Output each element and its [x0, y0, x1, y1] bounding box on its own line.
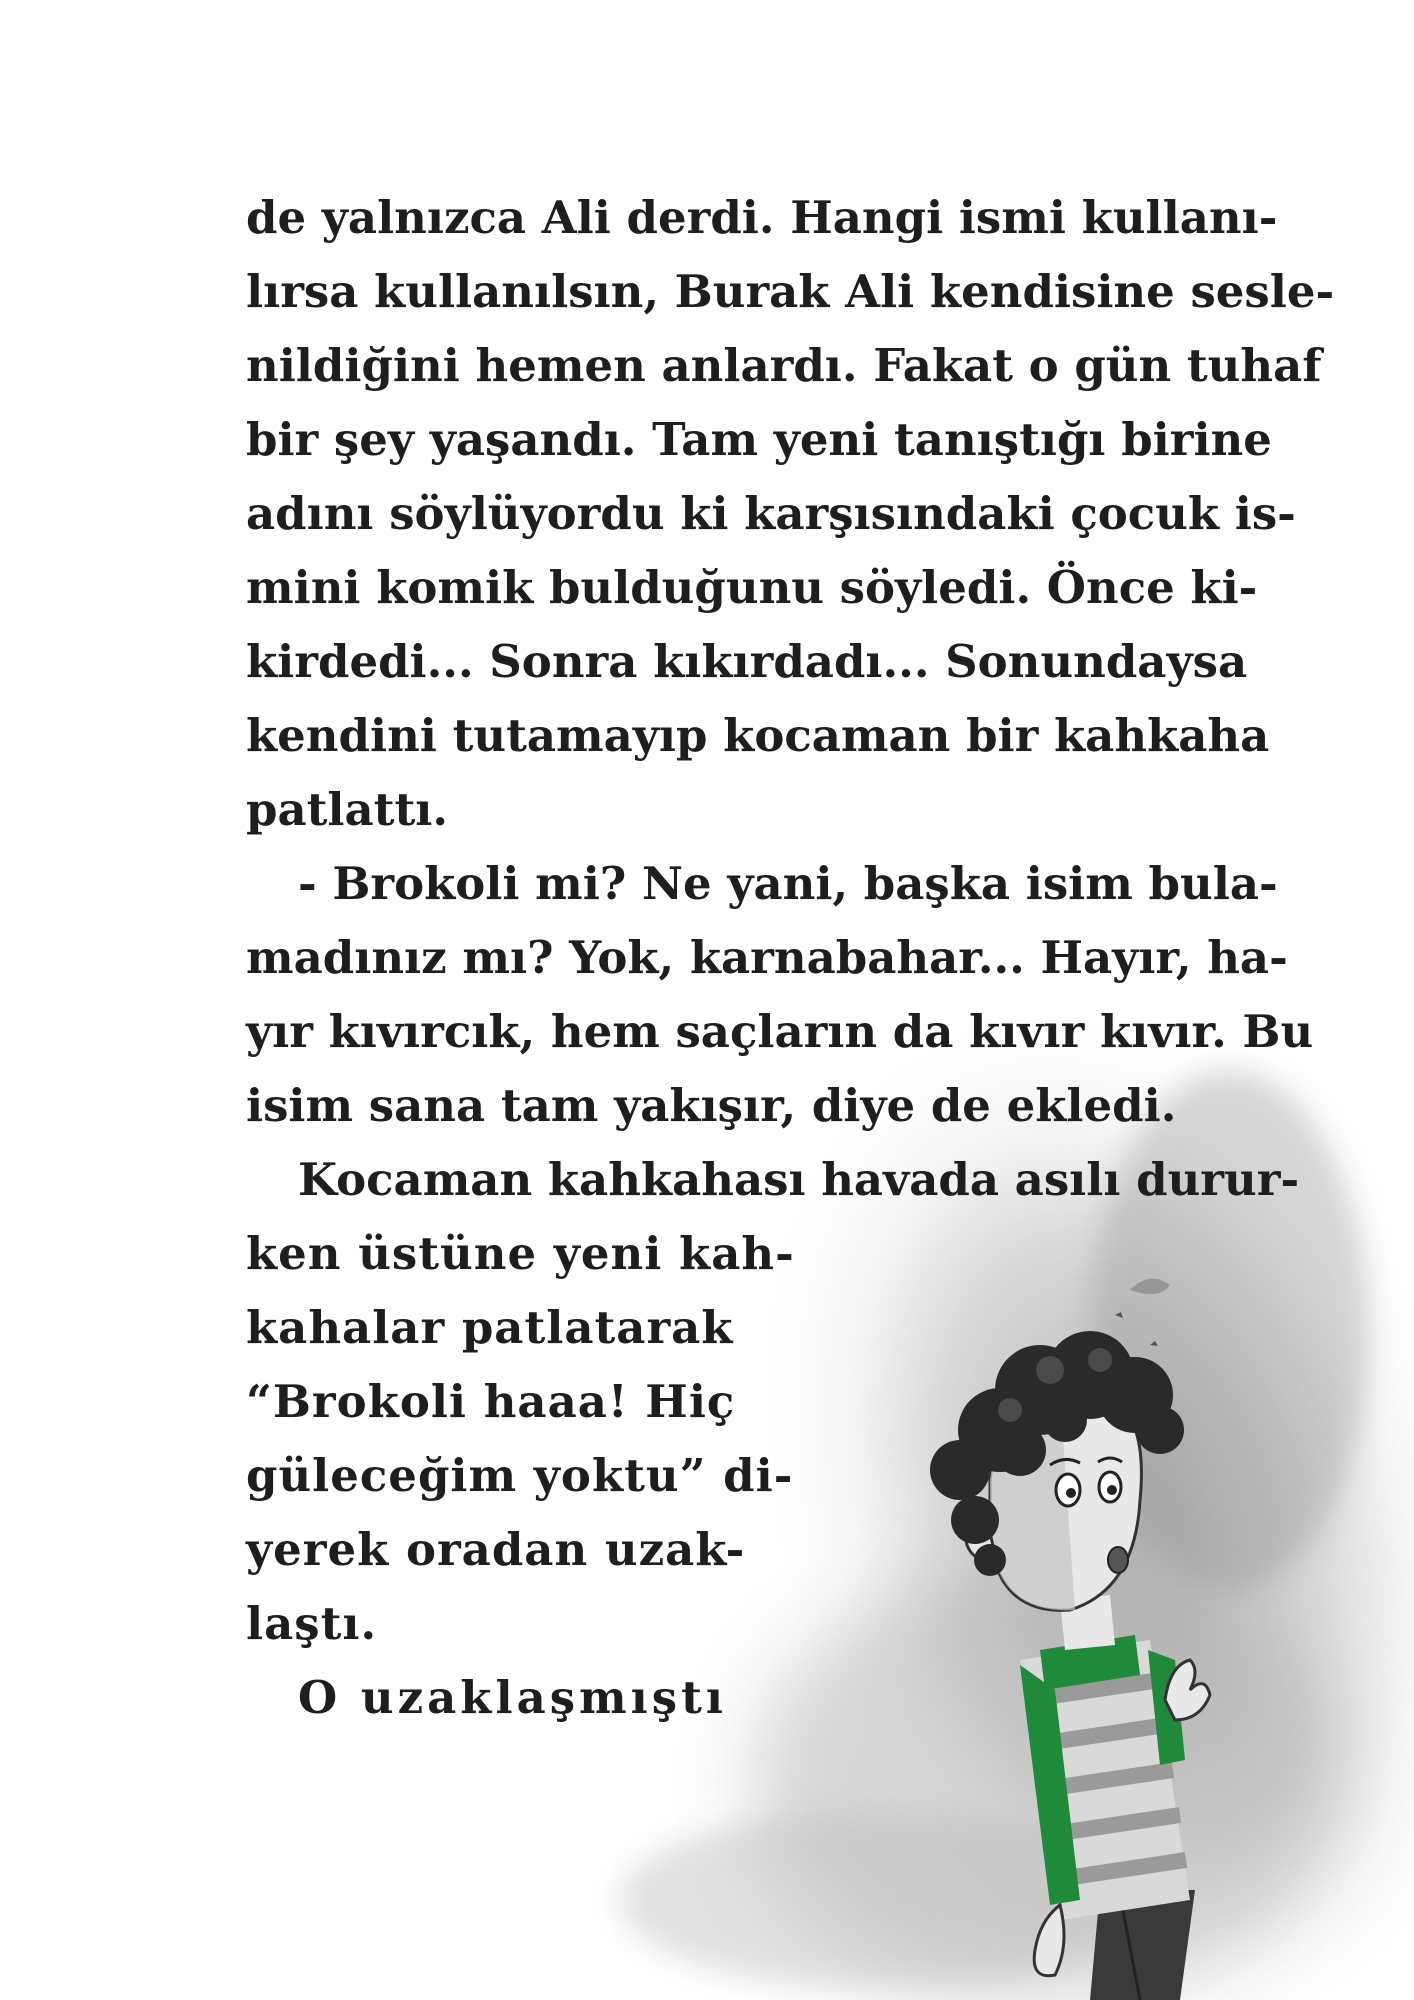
text-line: isim sana tam yakışır, diye de ekledi. [246, 1079, 1177, 1132]
text-line: bir şey yaşandı. Tam yeni tanıştığı birine [246, 413, 1272, 466]
wrapped-text-column [246, 1661, 727, 1735]
paragraph-1 [246, 181, 1335, 847]
text-line: madınız mı? Yok, karnabahar... Hayır, ha- [246, 931, 1288, 984]
text-line: ken üstüne yeni kah- [246, 1227, 795, 1280]
text-line: laştı. [246, 1597, 378, 1650]
text-line: yerek oradan uzak- [246, 1523, 746, 1576]
text-line: lırsa kullanılsın, Burak Ali kendisine sesle- [246, 265, 1335, 318]
text-line: yır kıvırcık, hem saçların da kıvır kıvır. Bu [246, 1005, 1314, 1058]
text-line: kirdedi... Sonra kıkırdadı... Sonundaysa [246, 635, 1248, 688]
text-line: O uzaklaşmıştı [298, 1671, 727, 1724]
paragraph-3 [246, 1143, 1300, 1661]
text-line: adını söylüyordu ki karşısındaki çocuk is- [246, 487, 1296, 540]
text-line: kahalar patlatarak [246, 1301, 734, 1354]
text-line: kendini tutamayıp kocaman bir kahkaha [246, 709, 1270, 762]
text-line: güleceğim yoktu” di- [246, 1449, 794, 1502]
text-line: de yalnızca Ali derdi. Hangi ismi kullanı- [246, 191, 1278, 244]
text-line: Kocaman kahkahası havada asılı durur- [298, 1153, 1300, 1206]
text-line: patlattı. [246, 783, 448, 836]
text-line: mini komik bulduğunu söyledi. Önce ki- [246, 561, 1258, 614]
wrapped-text-column [246, 1217, 795, 1661]
paragraph-4 [246, 1661, 1150, 1735]
story-text [246, 181, 1335, 1735]
text-line: - Brokoli mi? Ne yani, başka isim bula- [298, 857, 1278, 910]
text-line: nildiğini hemen anlardı. Fakat o gün tuhaf [246, 339, 1322, 392]
text-line: “Brokoli haaa! Hiç [246, 1375, 736, 1428]
paragraph-2 [246, 847, 1314, 1143]
